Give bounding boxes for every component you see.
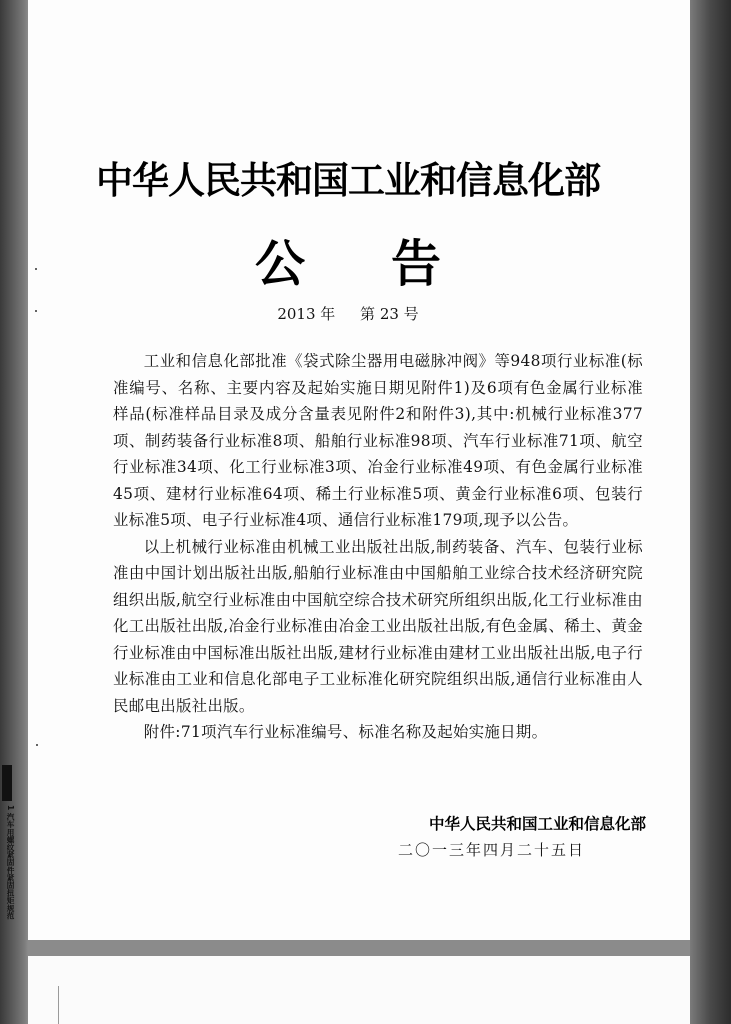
body-paragraph-1: 工业和信息化部批准《袋式除尘器用电磁脉冲阀》等948项行业标准(标准编号、名称、主要内容及起始实施日期见附件1)及6项有色金属行业标准样品(标准样品目录及成分含量表见附件2和附件3),其中:机械行业标准377项、制药装备行业标准8项、船舶行业标准98项、汽车行业标准71项、航空行业标准34项、化工行业标准3项、冶金行业标准49项、有色金属行业标准45项、建材行业标准64项、稀土行业标准5项、黄金行业标准6项、包装行业标准5项、电子行业标准4项、通信行业标准179项,现予以公告。	[113, 352, 643, 529]
document-page	[28, 0, 690, 940]
ministry-title: 中华人民共和国工业和信息化部	[96, 159, 600, 202]
background-shadow-right	[690, 0, 731, 1024]
scan-speck	[35, 310, 37, 312]
body-paragraph-attachment: 附件:71项汽车行业标准编号、标准名称及起始实施日期。	[143, 723, 548, 741]
notice-body	[113, 348, 643, 746]
body-paragraph-2: 以上机械行业标准由机械工业出版社出版,制药装备、汽车、包装行业标准由中国计划出版社出版,船舶行业标准由中国船舶工业综合技术经济研究院组织出版,航空行业标准由中国航空综合技术研究所组织出版,化工行业标准由化工出版社出版,冶金行业标准由冶金工业出版社出版,有色金属、稀土、黄金行业标准由中国标准出版社出版,建材行业标准由建材工业出版社出版,电子行业标准由工业和信息化部电子工业标准化研究院组织出版,通信行业标准由人民邮电出版社出版。	[113, 537, 643, 715]
issue-year: 2013 年	[277, 305, 336, 323]
spine-tab-marker	[2, 765, 12, 801]
scan-speck	[35, 268, 37, 270]
spine-label: 1 汽车用螺纹紧固件紧固扭矩规范	[6, 805, 15, 920]
scan-speck	[36, 744, 38, 746]
issue-number: 第 23 号	[360, 305, 419, 323]
signature-issuer: 中华人民共和国工业和信息化部	[428, 815, 646, 833]
issue-line	[28, 303, 668, 324]
notice-title: 公告	[255, 235, 527, 293]
signature-date: 二〇一三年四月二十五日	[398, 841, 586, 859]
next-page-top	[28, 956, 690, 1024]
next-page-margin-line	[58, 986, 59, 1024]
